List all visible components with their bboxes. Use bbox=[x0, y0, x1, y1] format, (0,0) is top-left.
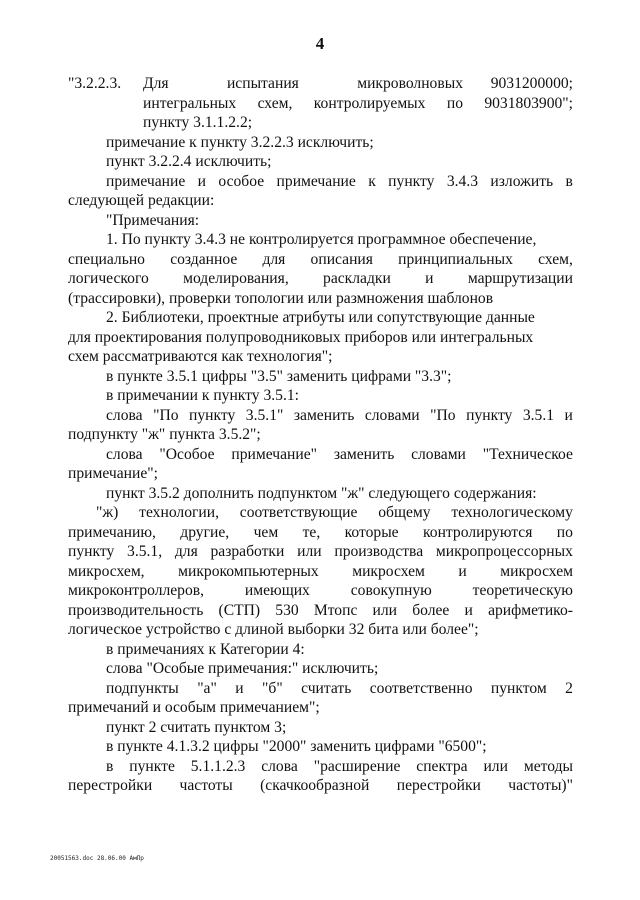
word: пункте bbox=[129, 757, 175, 775]
word: примечание bbox=[276, 172, 356, 190]
text-line: в пункте 4.1.3.2 цифры "2000" заменить цифрами "6500"; bbox=[106, 738, 487, 755]
word: и bbox=[197, 172, 207, 190]
justified-line bbox=[68, 679, 573, 699]
justified-line bbox=[68, 562, 573, 582]
word: созданное bbox=[170, 250, 238, 268]
word: специально bbox=[68, 250, 145, 268]
word: имеющих bbox=[244, 582, 310, 599]
word: пункту bbox=[466, 406, 513, 424]
text-line: пункт 3.5.2 дополнить подпунктом "ж" следующего содержания: bbox=[106, 484, 537, 502]
page-number: 4 bbox=[315, 34, 325, 53]
item-codes bbox=[463, 74, 573, 133]
word: логического bbox=[68, 270, 149, 287]
word: и bbox=[425, 270, 434, 287]
text-line: (трассировки), проверки топологии или размножения шаблонов bbox=[68, 289, 494, 307]
word: пункту bbox=[189, 406, 236, 424]
word: заменить bbox=[293, 406, 355, 424]
word: (СТП) bbox=[218, 601, 261, 619]
word: микросхем bbox=[352, 562, 425, 580]
word: разработки bbox=[210, 543, 285, 560]
word: пункту bbox=[388, 172, 435, 190]
word: те, bbox=[302, 523, 321, 541]
word: "Особое bbox=[159, 445, 215, 463]
document-body bbox=[68, 74, 573, 796]
word: "а" bbox=[197, 679, 217, 697]
word: производства bbox=[334, 543, 424, 560]
word: перестройки bbox=[68, 777, 153, 794]
word: перестройки bbox=[396, 777, 481, 794]
word: (скачкообразной bbox=[260, 777, 370, 794]
word: или bbox=[372, 601, 398, 619]
word: теоретическую bbox=[472, 582, 573, 599]
code-line: 9031200000; bbox=[490, 75, 573, 92]
word: 3.5.1, bbox=[127, 543, 163, 560]
word: более bbox=[412, 601, 450, 619]
word: по bbox=[446, 94, 463, 112]
word: примечанию, bbox=[68, 523, 156, 541]
word: арифметико- bbox=[488, 601, 573, 619]
text-line: в примечании к пункту 3.5.1: bbox=[106, 387, 300, 404]
justified-line bbox=[143, 74, 463, 94]
word: примечание" bbox=[231, 445, 318, 463]
word: принципиальных bbox=[398, 250, 513, 268]
text-line: примечаний и особым примечанием"; bbox=[68, 699, 320, 716]
text-line: следующей редакции: bbox=[68, 192, 215, 209]
word: технологии, bbox=[139, 504, 219, 521]
word: или bbox=[297, 543, 322, 560]
word: "Техническое bbox=[482, 445, 573, 463]
text-line: пункту 3.1.1.2.2; bbox=[143, 114, 253, 131]
word: "расширение bbox=[313, 757, 401, 775]
text-line: для проектирования полупроводниковых приборов или интегральных bbox=[68, 328, 534, 346]
word: "По bbox=[153, 406, 179, 424]
justified-line bbox=[68, 581, 573, 601]
justified-line bbox=[68, 172, 573, 192]
word: Для bbox=[143, 75, 169, 92]
text-line: примечание"; bbox=[68, 465, 158, 482]
text-line: логическое устройство с длиной выборки 32 бита или более"; bbox=[68, 621, 479, 638]
justified-line bbox=[68, 776, 573, 796]
word: микроконтроллеров, bbox=[68, 582, 205, 599]
word: для bbox=[174, 543, 198, 560]
word: "По bbox=[430, 406, 456, 424]
justified-line bbox=[143, 94, 463, 114]
word: контролируемых bbox=[313, 94, 426, 112]
word: "б" bbox=[262, 679, 283, 697]
word: в bbox=[106, 757, 114, 775]
word: для bbox=[262, 250, 286, 268]
word: совокупную bbox=[350, 582, 432, 599]
word: моделирования, bbox=[183, 270, 289, 287]
justified-line bbox=[68, 542, 573, 562]
word: в bbox=[565, 172, 573, 190]
word: слова bbox=[261, 757, 298, 775]
justified-line bbox=[68, 757, 573, 777]
word: производительность bbox=[68, 601, 204, 619]
word: методы bbox=[523, 757, 573, 775]
word: пункту bbox=[68, 543, 115, 560]
word: слова bbox=[106, 445, 143, 463]
word: общему bbox=[378, 504, 431, 521]
word: заменить bbox=[333, 445, 395, 463]
justified-line bbox=[68, 250, 573, 270]
word: особое bbox=[218, 172, 265, 190]
file-footer: 20051563.doc 28.06.00 АмПр bbox=[50, 855, 144, 862]
text-line: пункт 3.2.2.4 исключить; bbox=[106, 153, 272, 170]
justified-line bbox=[68, 601, 573, 621]
justified-line bbox=[68, 406, 573, 426]
word: 3.5.1 bbox=[522, 406, 555, 424]
word: микроволновых bbox=[357, 75, 463, 92]
text-line: пункт 2 считать пунктом 3; bbox=[106, 718, 287, 736]
word: подпункты bbox=[106, 679, 179, 697]
word: 530 bbox=[275, 601, 299, 619]
word: 5.1.1.2.3 bbox=[190, 757, 246, 775]
word: раскладки bbox=[323, 270, 391, 287]
word: и bbox=[564, 406, 573, 424]
justified-line bbox=[68, 269, 573, 289]
word: 3.5.1" bbox=[245, 406, 284, 424]
word: технологическому bbox=[451, 504, 573, 521]
text-line: слова "Особые примечания:" исключить; bbox=[106, 660, 379, 677]
word: микропроцессорных bbox=[435, 543, 573, 560]
justified-line bbox=[68, 503, 573, 523]
word: чем bbox=[253, 523, 279, 541]
word: считать bbox=[301, 679, 352, 697]
text-line: примечание к пункту 3.2.2.3 исключить; bbox=[106, 133, 374, 151]
item-3-2-2-3 bbox=[68, 74, 573, 133]
text-line: "Примечания: bbox=[106, 211, 200, 229]
justified-line bbox=[68, 523, 573, 543]
word: и bbox=[235, 679, 244, 697]
word: схем, bbox=[538, 250, 573, 268]
word: пунктом bbox=[490, 679, 547, 697]
item-number: "3.2.2.3. bbox=[68, 75, 122, 92]
text-line: подпункту "ж" пункта 3.5.2"; bbox=[68, 426, 261, 443]
word: или bbox=[483, 757, 508, 775]
text-line: в пункте 3.5.1 цифры "3.5" заменить цифрами "3.3"; bbox=[106, 367, 452, 385]
text-line: в примечаниях к Категории 4: bbox=[106, 640, 305, 658]
code-line: 9031803900"; bbox=[484, 94, 573, 112]
word: микросхем bbox=[500, 562, 573, 580]
word: примечание bbox=[106, 172, 186, 190]
word: и bbox=[458, 562, 467, 580]
word: микросхем, bbox=[68, 562, 145, 580]
word: которые bbox=[344, 523, 399, 541]
word: маршрутизации bbox=[467, 270, 573, 287]
text-line: 1. По пункту 3.4.3 не контролируется программное обеспечение, bbox=[106, 231, 537, 248]
word: частоты bbox=[179, 777, 233, 794]
word: 3.4.3 bbox=[446, 172, 479, 190]
word: соответствующие bbox=[239, 504, 358, 521]
word: Мтопс bbox=[313, 601, 358, 619]
word: слова bbox=[106, 406, 143, 424]
word: 2 bbox=[565, 679, 573, 697]
word: словами bbox=[411, 445, 466, 463]
word: описания bbox=[310, 250, 373, 268]
word: другие, bbox=[180, 523, 230, 541]
word: спектра bbox=[416, 757, 468, 775]
word: испытания bbox=[226, 75, 299, 92]
word: и bbox=[464, 601, 473, 619]
word: частоты)" bbox=[508, 777, 573, 794]
item-description bbox=[143, 74, 463, 133]
justified-line bbox=[68, 445, 573, 465]
word: "ж) bbox=[96, 504, 119, 521]
word: интегральных bbox=[143, 94, 237, 112]
text-line: схем рассматриваются как технология"; bbox=[68, 348, 333, 365]
word: словами bbox=[364, 406, 420, 424]
word: микрокомпьютерных bbox=[178, 562, 319, 580]
word: по bbox=[556, 523, 573, 541]
word: изложить bbox=[490, 172, 554, 190]
text-line: 2. Библиотеки, проектные атрибуты или сопутствующие данные bbox=[106, 309, 535, 326]
word: к bbox=[368, 172, 376, 190]
word: схем, bbox=[257, 94, 293, 112]
word: соответственно bbox=[369, 679, 473, 697]
word: контролируются bbox=[423, 523, 533, 541]
